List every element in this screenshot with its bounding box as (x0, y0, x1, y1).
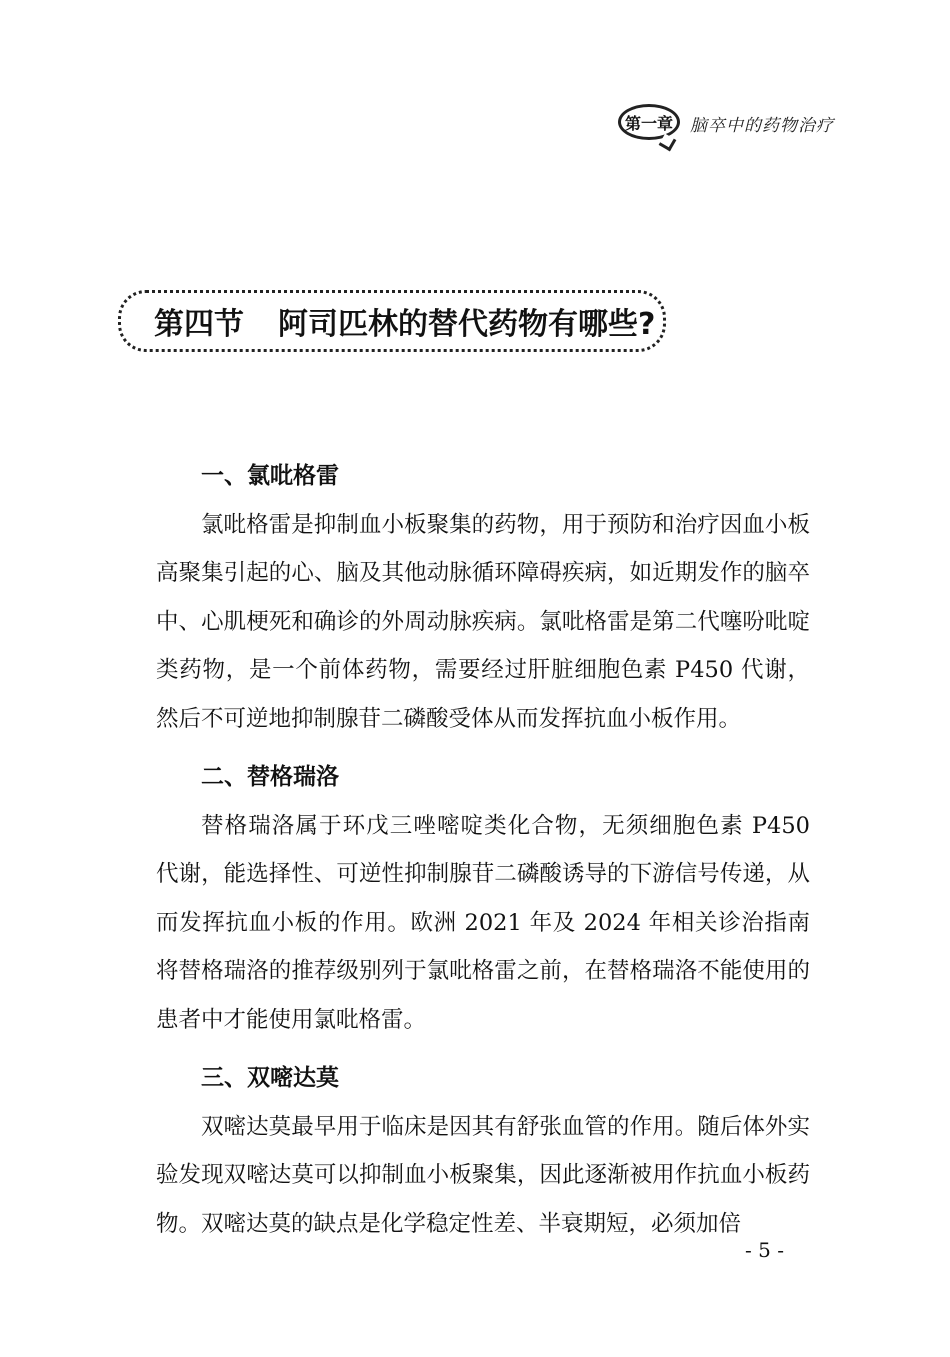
paragraph: 双嘧达莫最早用于临床是因其有舒张血管的作用。随后体外实验发现双嘧达莫可以抑制血小板聚集，因此逐渐被用作抗血小板药物。双嘧达莫的缺点是化学稳定性差、半衰期短，必须加倍 (156, 1113, 810, 1237)
paragraph: 替格瑞洛属于环戊三唑嘧啶类化合物，无须细胞色素 P450 代谢，能选择性、可逆性抑制腺苷二磷酸诱导的下游信号传递，从而发挥抗血小板的作用。欧洲 2021 年及 2024 年相关诊治指南将替格瑞洛的推荐级别列于氯吡格雷之前，在替格瑞洛不能使用的患者中才能使用氯吡格雷。 (156, 812, 810, 1033)
paragraph: 氯吡格雷是抑制血小板聚集的药物，用于预防和治疗因血小板高聚集引起的心、脑及其他动脉循环障碍疾病，如近期发作的脑卒中、心肌梗死和确诊的外周动脉疾病。氯吡格雷是第二代噻吩吡啶类药物，是一个前体药物，需要经过肝脏细胞色素 P450 代谢，然后不可逆地抑制腺苷二磷酸受体从而发挥抗血小板作用。 (156, 511, 810, 732)
chapter-title: 脑卒中的药物治疗 (690, 116, 834, 136)
section-title-text: 阿司匹林的替代药物有哪些? (278, 307, 656, 342)
page-number: - 5 - (745, 1238, 784, 1262)
body-content (156, 452, 810, 1248)
subsection-heading: 一、氯吡格雷 (201, 463, 339, 489)
chapter-badge: 第一章 (618, 104, 680, 140)
subsection-heading: 三、双嘧达莫 (201, 1065, 339, 1091)
subsection-heading: 二、替格瑞洛 (201, 764, 339, 790)
section-number: 第四节 (154, 307, 244, 342)
section-heading (154, 299, 655, 343)
